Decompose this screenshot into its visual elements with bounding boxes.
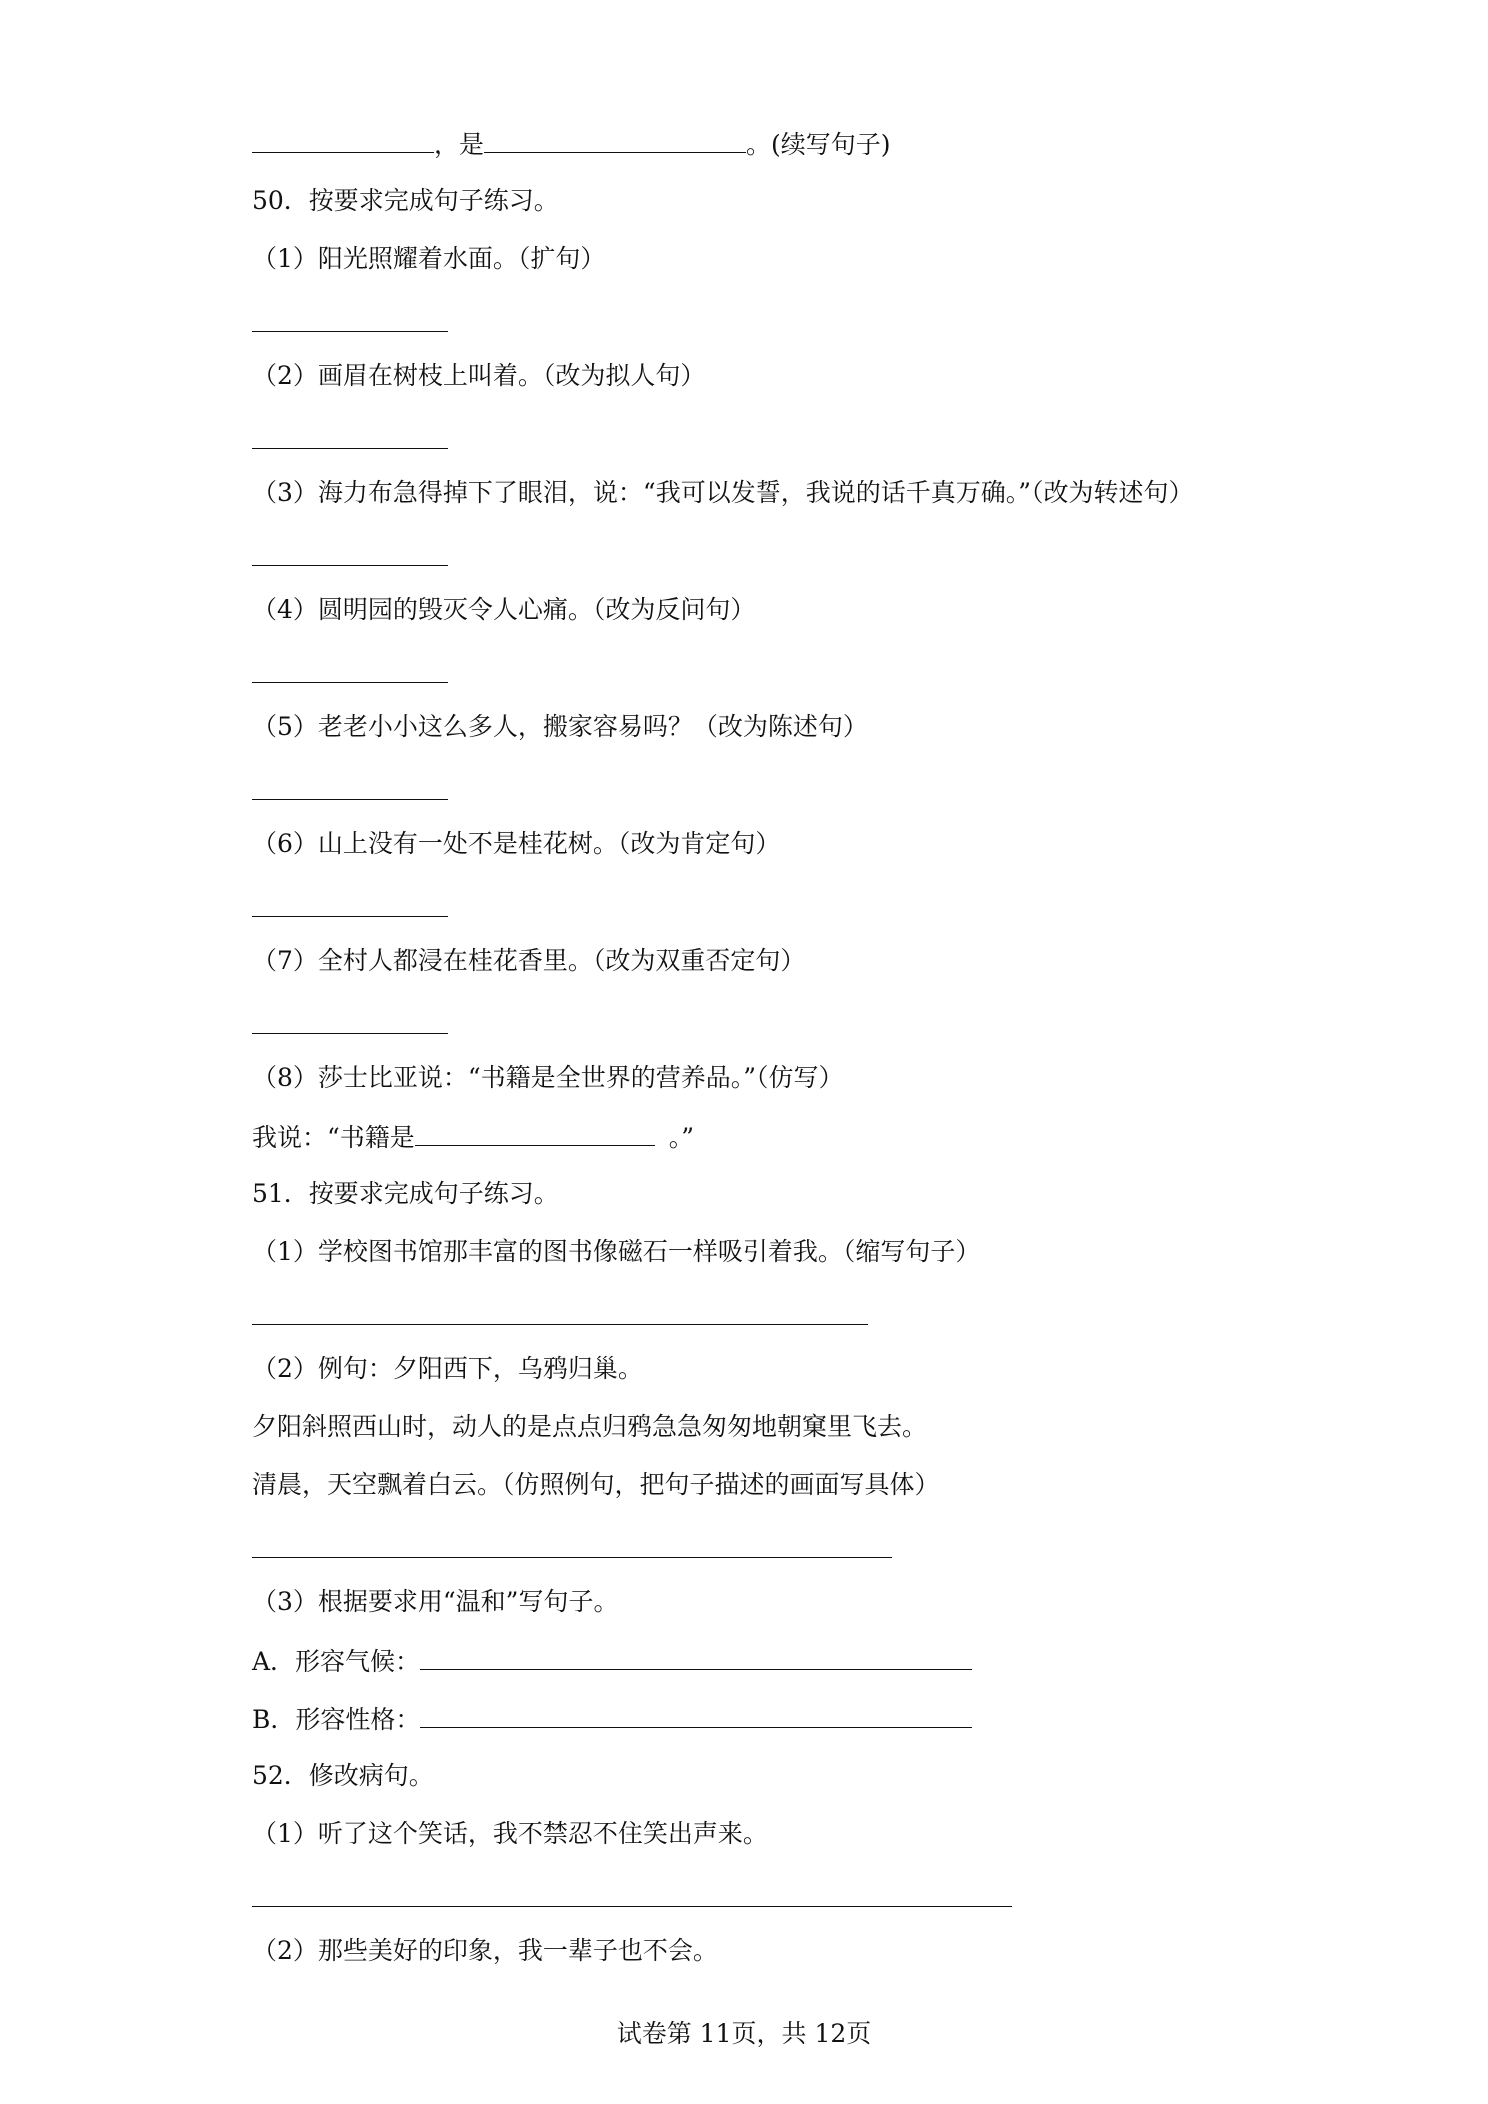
text-fragment: 我说：“书籍是 — [252, 1123, 415, 1152]
answer-blank[interactable] — [484, 126, 746, 153]
text-fragment: ，是 — [434, 130, 485, 159]
answer-line[interactable] — [252, 448, 448, 449]
answer-line[interactable] — [252, 799, 448, 800]
answer-line[interactable] — [252, 1557, 892, 1558]
question-50-title: 50．按要求完成句子练习。 — [252, 186, 559, 215]
answer-line[interactable] — [252, 1906, 1012, 1907]
answer-line[interactable] — [252, 916, 448, 917]
text-fragment: 。” — [668, 1123, 695, 1152]
answer-blank[interactable] — [252, 126, 434, 153]
page-footer: 试卷第 11页，共 12页 — [616, 2019, 872, 2048]
q51-item-3: （3）根据要求用“温和”写句子。 — [252, 1587, 619, 1616]
q51-option-a — [252, 1643, 972, 1679]
q50-item-8: （8）莎士比亚说：“书籍是全世界的营养品。”（仿写） — [252, 1063, 844, 1092]
q50-item-2: （2）画眉在树枝上叫着。（改为拟人句） — [252, 361, 706, 390]
q50-item-1: （1）阳光照耀着水面。（扩句） — [252, 244, 606, 273]
q51-item-2: （2）例句：夕阳西下，乌鸦归巢。 — [252, 1354, 643, 1383]
q50-item-7: （7）全村人都浸在桂花香里。（改为双重否定句） — [252, 946, 806, 975]
q50-item-3: （3）海力布急得掉下了眼泪，说：“我可以发誓，我说的话千真万确。”（改为转述句） — [252, 478, 1194, 507]
text-fragment: B．形容性格： — [252, 1705, 421, 1734]
q51-example: 夕阳斜照西山时，动人的是点点归鸦急急匆匆地朝窠里飞去。 — [252, 1412, 928, 1441]
q50-item-4: （4）圆明园的毁灭令人心痛。（改为反问句） — [252, 595, 756, 624]
q51-option-b — [252, 1701, 972, 1737]
answer-line[interactable] — [252, 1033, 448, 1034]
answer-blank[interactable] — [415, 1119, 655, 1146]
answer-line[interactable] — [252, 331, 448, 332]
q52-item-2: （2）那些美好的印象，我一辈子也不会。 — [252, 1936, 718, 1965]
q51-task: 清晨，天空飘着白云。（仿照例句，把句子描述的画面写具体） — [252, 1470, 940, 1499]
answer-blank[interactable] — [420, 1701, 972, 1728]
imitation-line — [252, 1119, 694, 1155]
answer-blank[interactable] — [420, 1643, 972, 1670]
q52-item-1: （1）听了这个笑话，我不禁忍不住笑出声来。 — [252, 1819, 768, 1848]
answer-line[interactable] — [252, 1324, 868, 1325]
text-fragment: 。(续写句子) — [746, 130, 891, 159]
answer-line[interactable] — [252, 682, 448, 683]
continue-sentence-line — [252, 126, 891, 162]
text-fragment: A．形容气候： — [252, 1647, 421, 1676]
q50-item-6: （6）山上没有一处不是桂花树。（改为肯定句） — [252, 829, 781, 858]
answer-line[interactable] — [252, 565, 448, 566]
question-52-title: 52．修改病句。 — [252, 1761, 434, 1790]
question-51-title: 51．按要求完成句子练习。 — [252, 1179, 559, 1208]
q51-item-1: （1）学校图书馆那丰富的图书像磁石一样吸引着我。（缩写句子） — [252, 1237, 981, 1266]
q50-item-5: （5）老老小小这么多人，搬家容易吗？（改为陈述句） — [252, 712, 868, 741]
